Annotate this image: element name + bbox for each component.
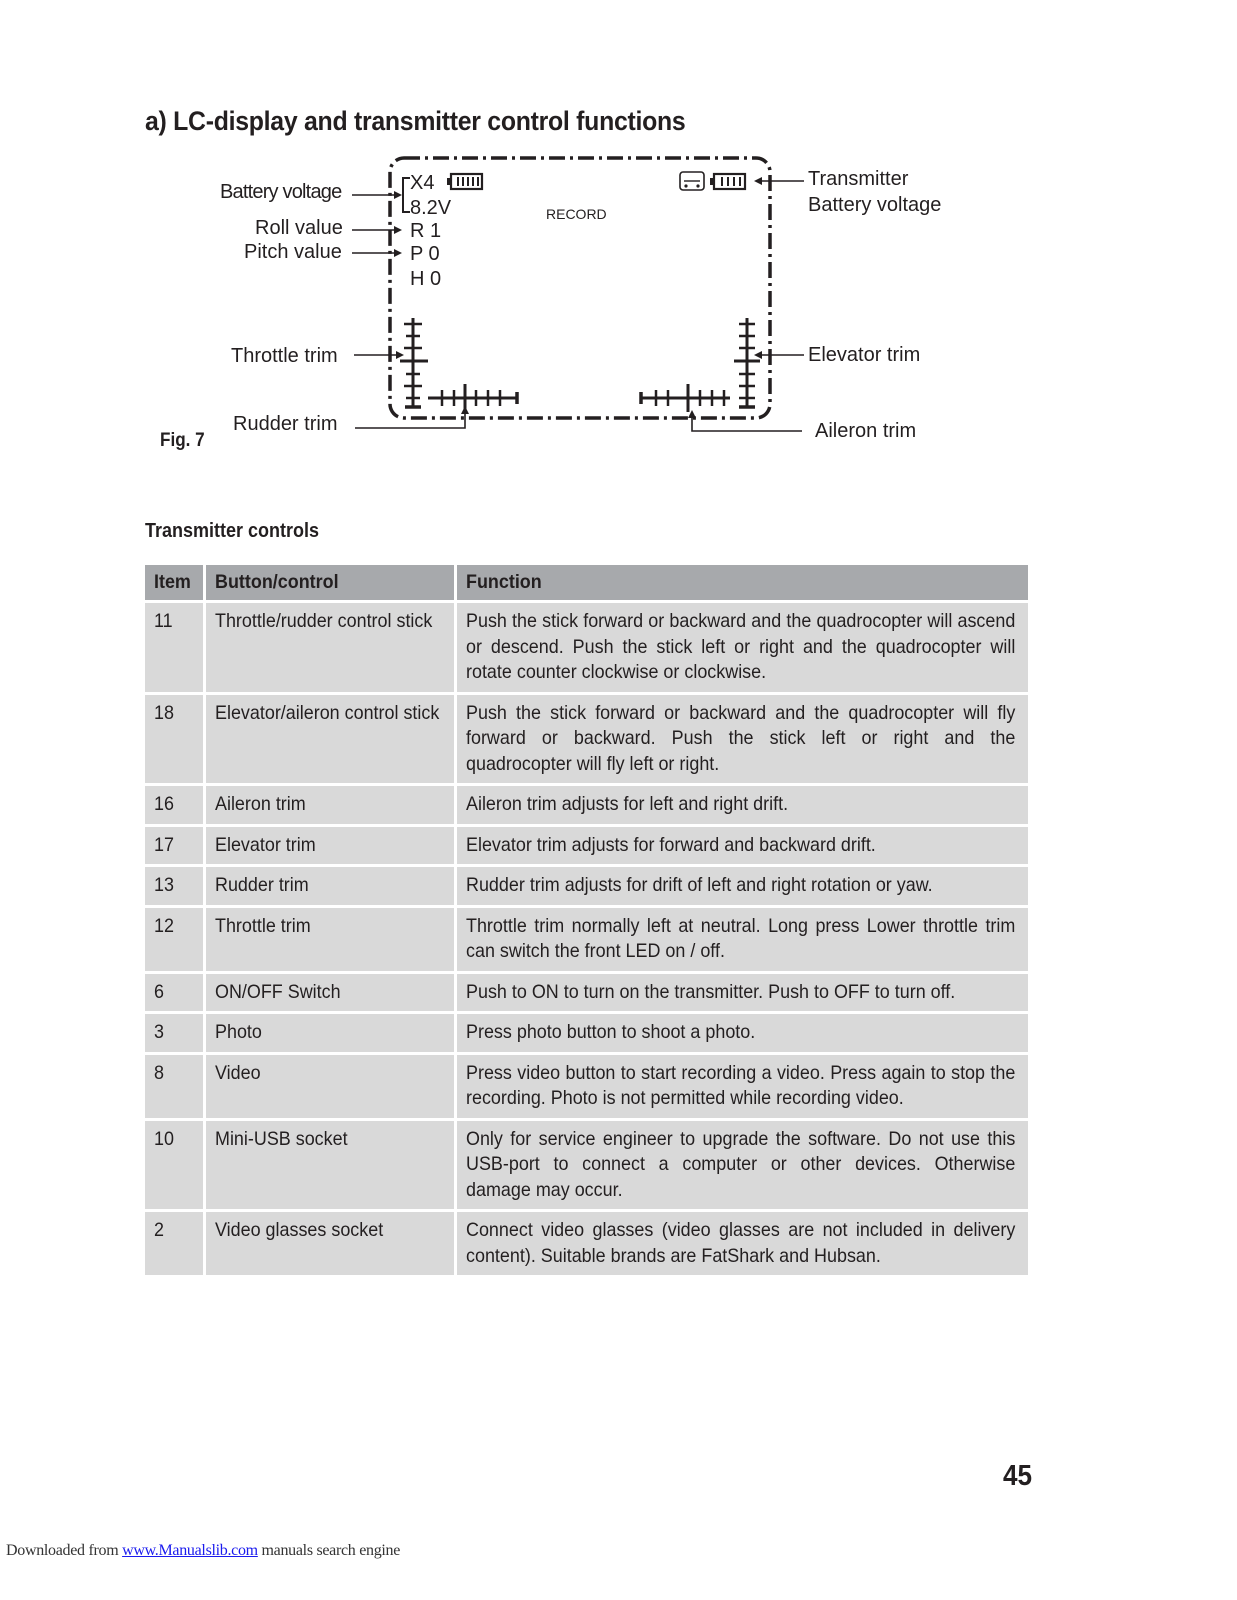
cell-button-control: Video	[206, 1055, 454, 1118]
lcd-voltage: 8.2V	[410, 197, 452, 219]
cell-item: 2	[145, 1212, 203, 1275]
lcd-heading: H 0	[410, 268, 442, 290]
table-row	[145, 1212, 1028, 1275]
callout-transmitter: Transmitter	[808, 168, 909, 190]
cell-item: 8	[145, 1055, 203, 1118]
cell-function: Aileron trim adjusts for left and right drift.	[457, 786, 1028, 824]
table-header-row	[145, 565, 1028, 600]
callout-throttle-trim: Throttle trim	[231, 345, 338, 367]
lcd-display-figure	[0, 0, 1237, 480]
callout-battery-voltage: Battery voltage	[220, 181, 342, 203]
callout-elevator-trim: Elevator trim	[808, 344, 921, 366]
cell-function: Press video button to start recording a video. Press again to stop the recording. Photo is not permitted while recording video.	[457, 1055, 1028, 1118]
lcd-roll: R 1	[410, 220, 442, 242]
header-function: Function	[457, 565, 1028, 600]
cell-function: Connect video glasses (video glasses are not included in delivery content). Suitable brands are FatShark and Hubsan.	[457, 1212, 1028, 1275]
table-row	[145, 603, 1028, 692]
voltage-bracket	[403, 178, 410, 212]
footer-prefix: Downloaded from	[6, 1542, 123, 1559]
aileron-trim-gauge	[640, 384, 730, 412]
table-row	[145, 695, 1028, 784]
rudder-trim-gauge	[428, 384, 518, 412]
table-row	[145, 827, 1028, 865]
callout-roll-value: Roll value	[255, 217, 343, 239]
model-battery-icon	[447, 174, 482, 189]
cell-function: Only for service engineer to upgrade the software. Do not use this USB-port to connect a computer or other devices. Otherwise damage may occur.	[457, 1121, 1028, 1210]
cell-item: 13	[145, 867, 203, 905]
cell-item: 6	[145, 974, 203, 1012]
section-heading: a) LC-display and transmitter control functions	[145, 106, 686, 136]
cell-function: Throttle trim normally left at neutral. Long press Lower throttle trim can switch the front LED on / off.	[457, 908, 1028, 971]
cell-button-control: Aileron trim	[206, 786, 454, 824]
cell-item: 10	[145, 1121, 203, 1210]
cell-function: Rudder trim adjusts for drift of left and right rotation or yaw.	[457, 867, 1028, 905]
cell-button-control: ON/OFF Switch	[206, 974, 454, 1012]
cell-item: 16	[145, 786, 203, 824]
cell-button-control: Elevator/aileron control stick	[206, 695, 454, 784]
transmitter-battery-icon	[710, 174, 745, 189]
table-row	[145, 1014, 1028, 1052]
cell-item: 3	[145, 1014, 203, 1052]
throttle-trim-gauge	[400, 318, 428, 408]
cell-item: 17	[145, 827, 203, 865]
cell-item: 11	[145, 603, 203, 692]
cell-function: Push the stick forward or backward and the quadrocopter will ascend or descend. Push the stick left or right and the quadrocopter will rotate counter clockwise or clockwise.	[457, 603, 1028, 692]
cell-button-control: Photo	[206, 1014, 454, 1052]
table-row	[145, 1121, 1028, 1210]
lcd-diagram	[0, 0, 1237, 480]
cell-button-control: Throttle trim	[206, 908, 454, 971]
transmitter-icon	[680, 172, 704, 190]
table-row	[145, 908, 1028, 971]
footer-suffix: manuals search engine	[257, 1542, 401, 1559]
callout-aileron-trim: Aileron trim	[815, 420, 917, 442]
cell-function: Press photo button to shoot a photo.	[457, 1014, 1028, 1052]
figure-label: Fig. 7	[160, 430, 205, 451]
callout-rudder-trim: Rudder trim	[233, 413, 338, 435]
cell-item: 18	[145, 695, 203, 784]
page-number: 45	[1003, 1460, 1033, 1492]
cell-function: Push to ON to turn on the transmitter. Push to OFF to turn off.	[457, 974, 1028, 1012]
lcd-record: RECORD	[546, 206, 607, 222]
callout-transmitter-battery: Battery voltage	[808, 194, 942, 216]
cell-function: Elevator trim adjusts for forward and backward drift.	[457, 827, 1028, 865]
header-button-control: Button/control	[206, 565, 454, 600]
table-row	[145, 974, 1028, 1012]
cell-button-control: Elevator trim	[206, 827, 454, 865]
lcd-model: X4	[410, 172, 435, 194]
cell-button-control: Mini-USB socket	[206, 1121, 454, 1210]
table-row	[145, 867, 1028, 905]
lcd-pitch: P 0	[410, 243, 440, 265]
cell-button-control: Rudder trim	[206, 867, 454, 905]
cell-function: Push the stick forward or backward and the quadrocopter will fly forward or backward. Push the stick left or right and the quadrocopter will fly left or right.	[457, 695, 1028, 784]
header-item: Item	[145, 565, 203, 600]
table-row	[145, 1055, 1028, 1118]
table-row	[145, 786, 1028, 824]
footer-link[interactable]: www.Manualslib.com	[122, 1542, 258, 1559]
cell-button-control: Throttle/rudder control stick	[206, 603, 454, 692]
transmitter-controls-table	[142, 562, 1031, 1278]
table-title: Transmitter controls	[145, 520, 320, 542]
cell-button-control: Video glasses socket	[206, 1212, 454, 1275]
footer	[6, 1542, 400, 1560]
cell-item: 12	[145, 908, 203, 971]
callout-pitch-value: Pitch value	[244, 241, 342, 263]
elevator-trim-gauge	[734, 318, 760, 408]
